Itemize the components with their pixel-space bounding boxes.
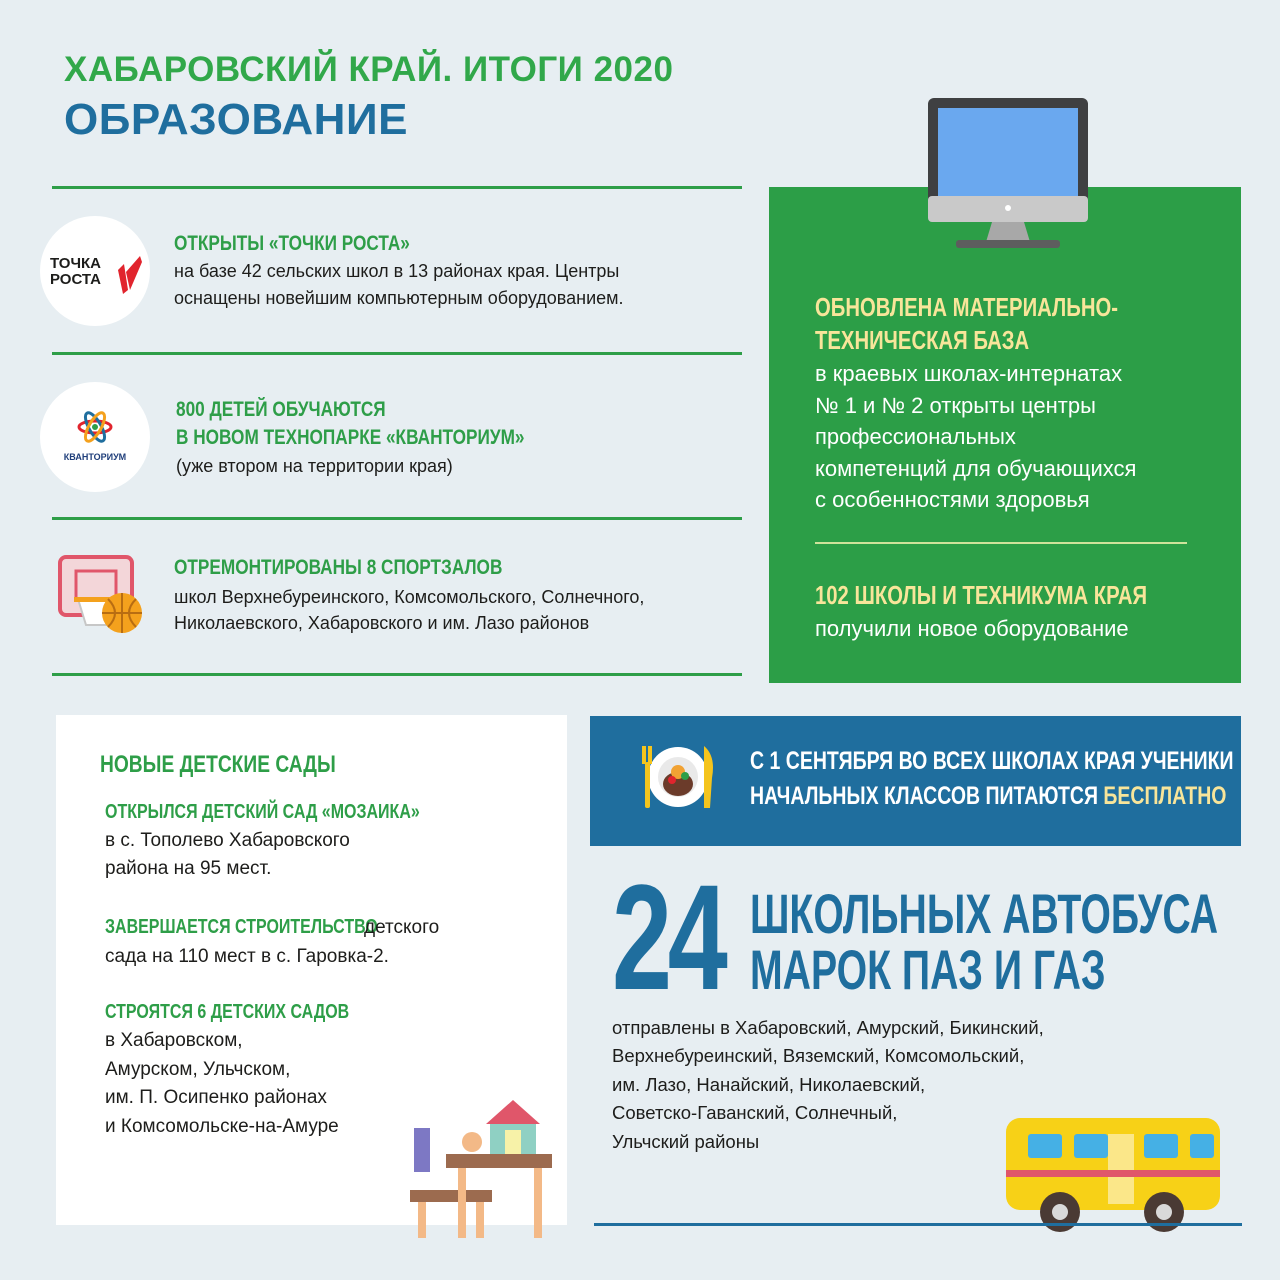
item-title: ОТКРЫТЫ «ТОЧКИ РОСТА» — [174, 232, 410, 255]
card-text: в с. Тополево Хабаровского — [105, 830, 350, 851]
card-text: детского — [364, 917, 440, 938]
bus-count: 24 — [612, 853, 724, 1021]
item-title: ОТРЕМОНТИРОВАНЫ 8 СПОРТЗАЛОВ — [174, 556, 503, 579]
banner-text-line2 — [750, 782, 1226, 811]
item-text: на базе 42 сельских школ в 13 районах края. Центры — [174, 261, 620, 281]
panel-text: № 1 и № 2 открыты центры — [815, 393, 1096, 418]
bus-title: ШКОЛЬНЫХ АВТОБУСА — [750, 882, 1219, 945]
free-meals-banner — [590, 716, 1241, 846]
bus-text: отправлены в Хабаровский, Амурский, Бикинский, — [612, 1017, 1044, 1038]
logo-text: КВАНТОРИУМ — [63, 452, 127, 462]
bus-text: им. Лазо, Нанайский, Николаевский, — [612, 1074, 926, 1095]
panel-title: 102 ШКОЛЫ И ТЕХНИКУМА КРАЯ — [815, 580, 1148, 610]
panel-title: ТЕХНИЧЕСКАЯ БАЗА — [815, 325, 1030, 355]
page-subtitle: ОБРАЗОВАНИЕ — [64, 95, 408, 144]
bottom-divider — [594, 1223, 1242, 1226]
card-block-title: СТРОЯТСЯ 6 ДЕТСКИХ САДОВ — [105, 1001, 350, 1023]
basketball-hoop-icon — [58, 555, 148, 635]
computer-monitor-icon — [926, 96, 1090, 250]
kids-furniture-icon — [406, 1098, 556, 1238]
item-title: 800 ДЕТЕЙ ОБУЧАЮТСЯ — [176, 398, 386, 421]
page-title: ХАБАРОВСКИЙ КРАЙ. ИТОГИ 2020 — [64, 50, 674, 89]
panel-text: получили новое оборудование — [815, 616, 1129, 641]
kvantorium-logo — [40, 382, 150, 492]
panel-divider — [815, 542, 1187, 544]
divider — [52, 352, 742, 355]
item-text: оснащены новейшим компьютерным оборудованием. — [174, 288, 624, 308]
divider — [52, 517, 742, 520]
bus-text: Верхнебуреинский, Вяземский, Комсомольский, — [612, 1045, 1025, 1066]
card-text: и Комсомольске-на-Амуре — [105, 1116, 339, 1137]
divider — [52, 673, 742, 676]
card-text: в Хабаровском, — [105, 1030, 243, 1051]
banner-highlight: БЕСПЛАТНО — [1103, 782, 1227, 810]
panel-text: профессиональных — [815, 424, 1016, 449]
banner-text: С 1 СЕНТЯБРЯ ВО ВСЕХ ШКОЛАХ КРАЯ УЧЕНИКИ — [750, 747, 1234, 775]
card-block-title: ЗАВЕРШАЕТСЯ СТРОИТЕЛЬСТВО — [105, 916, 378, 938]
tochka-rosta-logo — [40, 216, 150, 326]
card-text: района на 95 мест. — [105, 858, 272, 879]
bus-text: Ульчский районы — [612, 1131, 760, 1152]
card-heading: НОВЫЕ ДЕТСКИЕ САДЫ — [100, 751, 336, 778]
panel-text: с особенностями здоровья — [815, 487, 1090, 512]
equipment-panel — [769, 187, 1241, 683]
item-text: Николаевского, Хабаровского и им. Лазо районов — [174, 613, 590, 633]
panel-text: компетенций для обучающихся — [815, 456, 1137, 481]
card-text: им. П. Осипенко районах — [105, 1087, 327, 1108]
school-bus-icon — [1004, 1116, 1222, 1236]
card-text: сада на 110 мест в с. Гаровка-2. — [105, 946, 389, 967]
card-text: Амурском, Ульчском, — [105, 1059, 291, 1080]
item-title: В НОВОМ ТЕХНОПАРКЕ «КВАНТОРИУМ» — [176, 426, 525, 449]
logo-text: ТОЧКА — [50, 255, 101, 272]
panel-title: ОБНОВЛЕНА МАТЕРИАЛЬНО- — [815, 292, 1119, 322]
card-block-title: ОТКРЫЛСЯ ДЕТСКИЙ САД «МОЗАИКА» — [105, 801, 420, 823]
item-text: (уже втором на территории края) — [176, 456, 453, 476]
bus-text: Советско-Гаванский, Солнечный, — [612, 1102, 898, 1123]
meal-plate-icon — [638, 742, 718, 812]
sprout-icon — [116, 250, 142, 294]
banner-text: НАЧАЛЬНЫХ КЛАССОВ ПИТАЮТСЯ — [750, 782, 1098, 810]
logo-text: РОСТА — [50, 271, 101, 288]
panel-text: в краевых школах-интернатах — [815, 361, 1123, 386]
divider — [52, 186, 742, 189]
bus-title: МАРОК ПАЗ И ГАЗ — [750, 938, 1106, 1001]
item-text: школ Верхнебуреинского, Комсомольского, Солнечного, — [174, 587, 645, 607]
atom-icon — [76, 410, 114, 444]
